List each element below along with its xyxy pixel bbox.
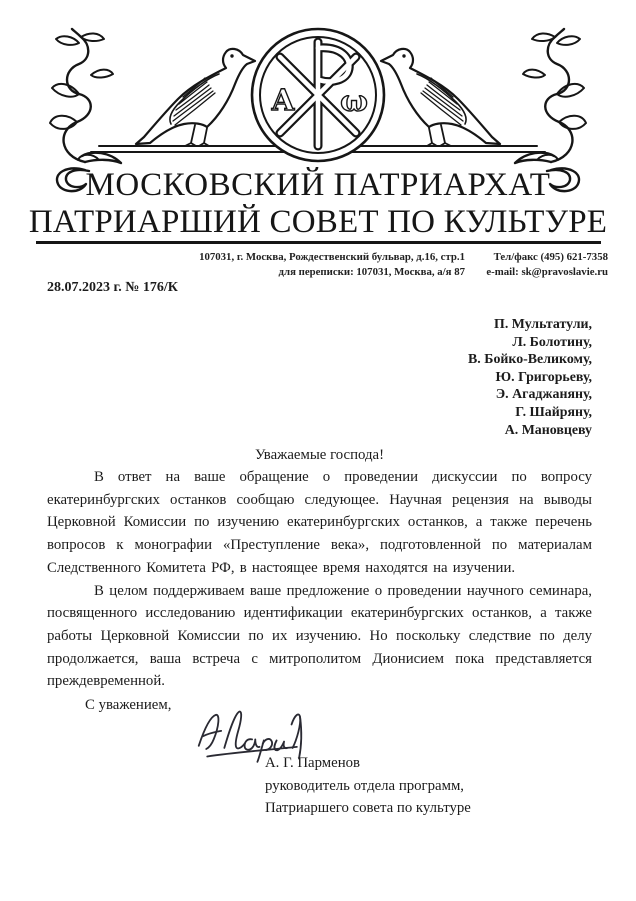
address-line1: 107031, г. Москва, Рождественский бульвар, д.16, стр.1 <box>199 251 465 263</box>
org-title <box>0 167 636 241</box>
salutation: Уважаемые господа! <box>254 447 385 463</box>
recipient-item: Ю. Григорьеву, <box>495 369 592 385</box>
body-paragraph: В ответ на ваше обращение о проведении дискуссии по вопросу екатеринбургских останков сообщаю следующее. Научная рецензия на выводы Церковной Комиссии по изучению екатеринбургских останков, а также перечень вопросов к монографии «Преступление века», подготовленной по материалам Следственного Комитета РФ, в настоящее время находятся на изучении. <box>47 469 592 576</box>
address-line2: для переписки: 107031, Москва, а/я 87 <box>278 265 465 278</box>
reference-date-line: 28.07.2023 г. № 176/К <box>47 280 178 295</box>
chi-rho-medallion-icon <box>252 29 384 161</box>
signer-block <box>265 752 471 820</box>
org-name-line2: ПАТРИАРШИЙ СОВЕТ ПО КУЛЬТУРЕ <box>28 204 608 240</box>
valediction: С уважением, <box>85 697 172 713</box>
signer-title-line: Патриаршего совета по культуре <box>265 800 471 816</box>
title-rule <box>36 241 601 244</box>
email-line: e-mail: sk@pravoslavie.ru <box>486 265 608 278</box>
dove-right-icon <box>381 49 500 146</box>
phone-line: Тел/факс (495) 621-7358 <box>493 251 608 263</box>
recipient-item: Г. Шайряну, <box>515 404 592 420</box>
contact-phone-block <box>468 250 608 279</box>
recipient-item: П. Мультатули, <box>494 317 592 332</box>
letter-body <box>47 466 592 693</box>
signer-name: А. Г. Парменов <box>265 755 361 771</box>
recipients-list <box>292 316 592 439</box>
recipient-item: Л. Болотину, <box>512 334 592 350</box>
recipient-item: Э. Агаджаняну, <box>495 387 592 403</box>
recipient-item: В. Бойко-Великому, <box>468 352 592 368</box>
contact-address-block <box>150 250 465 279</box>
omega-letter: ω <box>340 84 368 118</box>
alpha-letter: А <box>271 83 295 117</box>
signer-title-line: руководитель отдела программ, <box>265 777 465 794</box>
org-name-line1: МОСКОВСКИЙ ПАТРИАРХАТ <box>85 167 551 203</box>
recipient-item: А. Мановцеву <box>504 422 592 438</box>
body-paragraph: В целом поддерживаем ваше предложение о проведении научного семинара, посвященного исследованию идентификации екатеринбургских останков, а также работы Церковной Комиссии по их изучению. Но поскольку следствие по делу продолжается, ваша встреча с митрополитом Дионисием пока представляется преждевременной. <box>47 582 592 690</box>
dove-left-icon <box>136 49 255 146</box>
